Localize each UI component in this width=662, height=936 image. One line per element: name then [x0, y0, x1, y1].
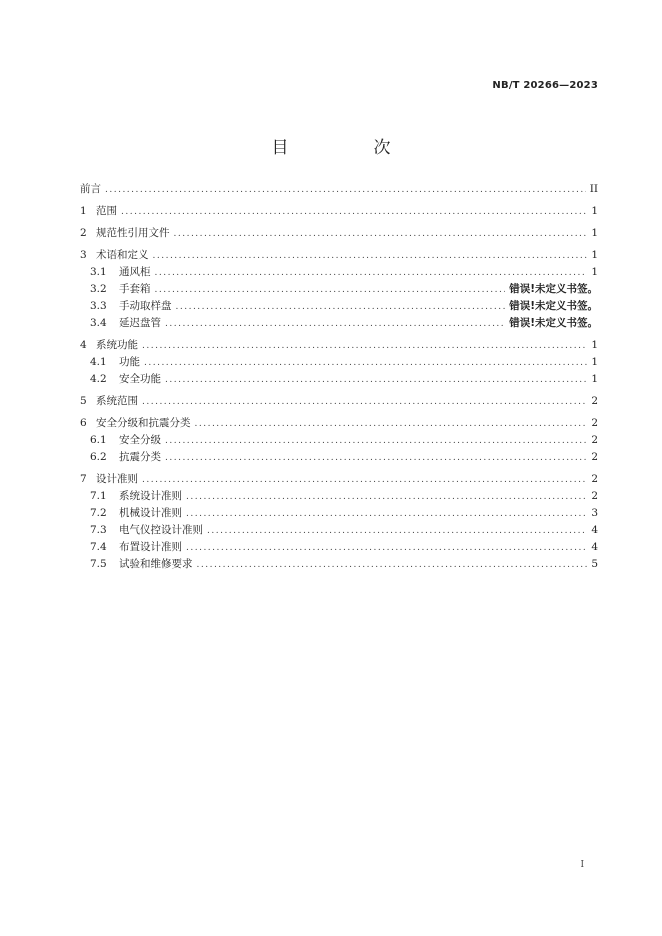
- toc-entry-number: 3.2: [90, 283, 107, 295]
- toc-entry-page: 2: [591, 417, 598, 429]
- toc-leader-dots: [142, 339, 587, 354]
- toc-entry[interactable]: [80, 265, 598, 280]
- toc-entry-label: 安全分级和抗震分类: [96, 417, 191, 429]
- toc-entry-label: 安全分级: [119, 434, 161, 446]
- toc-leader-dots: [174, 227, 588, 242]
- toc-leader-dots: [165, 434, 587, 449]
- toc-entry-page: 2: [591, 434, 598, 446]
- toc-entry[interactable]: [80, 316, 598, 331]
- toc-leader-dots: [186, 507, 587, 522]
- toc-entry-label: 功能: [119, 356, 140, 368]
- toc-entry-label: 系统范围: [96, 395, 138, 407]
- toc-entry-label: 延迟盘管: [119, 317, 161, 329]
- toc-leader-dots: [176, 300, 506, 315]
- toc-entry[interactable]: [80, 226, 598, 241]
- toc-leader-dots: [195, 417, 588, 432]
- toc-entry-label: 设计准则: [96, 473, 138, 485]
- toc-leader-dots: [186, 490, 587, 505]
- toc-leader-dots: [197, 558, 588, 573]
- toc-entry[interactable]: [80, 299, 598, 314]
- toc-entry[interactable]: [80, 489, 598, 504]
- toc-entry-number: 7.5: [90, 558, 107, 570]
- toc-entry-number: 7.3: [90, 524, 107, 536]
- toc-entry-label: 手套箱: [119, 283, 151, 295]
- toc-leader-dots: [142, 395, 587, 410]
- toc-entry-number: 5: [80, 395, 87, 407]
- toc-entry-number: 6: [80, 417, 87, 429]
- toc-entry-label: 电气仪控设计准则: [119, 524, 203, 536]
- footer-page-number: I: [580, 860, 584, 870]
- toc-leader-dots: [165, 373, 587, 388]
- toc-entry-number: 2: [80, 227, 87, 239]
- toc-leader-dots: [165, 317, 505, 332]
- toc-entry[interactable]: [80, 540, 598, 555]
- toc-entry-page: 1: [591, 205, 598, 217]
- toc-entry-number: 7.2: [90, 507, 107, 519]
- toc-leader-dots: [165, 451, 587, 466]
- toc-entry-number: 3: [80, 249, 87, 261]
- toc-entry-label: 规范性引用文件: [96, 227, 170, 239]
- toc-entry-label: 术语和定义: [96, 249, 149, 261]
- toc-entry-label: 系统设计准则: [119, 490, 182, 502]
- toc-entry[interactable]: [80, 372, 598, 387]
- toc-entry-page: 2: [591, 490, 598, 502]
- toc-entry-number: 1: [80, 205, 87, 217]
- toc-entry-number: 4: [80, 339, 87, 351]
- toc-entry[interactable]: [80, 523, 598, 538]
- toc-leader-dots: [142, 473, 587, 488]
- toc-entry[interactable]: [80, 416, 598, 431]
- toc-leader-dots: [153, 249, 588, 264]
- toc-entry-label: 通风柜: [119, 266, 151, 278]
- toc-entry-page: 1: [591, 373, 598, 385]
- toc-entry-label: 布置设计准则: [119, 541, 182, 553]
- toc-entry-page: 1: [591, 356, 598, 368]
- toc-entry-number: 3.3: [90, 300, 107, 312]
- toc-entry-number: 6.2: [90, 451, 107, 463]
- toc-entry-label: 机械设计准则: [119, 507, 182, 519]
- toc-entry-page: II: [589, 183, 598, 195]
- toc-entry-page: 4: [591, 524, 598, 536]
- toc-entry[interactable]: [80, 182, 598, 197]
- toc-entry-label: 安全功能: [119, 373, 161, 385]
- toc-entry-error-text: 错误!未定义书签。: [509, 300, 598, 312]
- toc-entry-label: 系统功能: [96, 339, 138, 351]
- toc-entry-page: 1: [591, 339, 598, 351]
- toc-entry[interactable]: [80, 557, 598, 572]
- toc-entry[interactable]: [80, 433, 598, 448]
- toc-leader-dots: [155, 266, 588, 281]
- toc-entry-page: 4: [591, 541, 598, 553]
- toc-entry-number: 7: [80, 473, 87, 485]
- toc-entry-page: 3: [591, 507, 598, 519]
- toc-entry-page: 5: [591, 558, 598, 570]
- toc-entry[interactable]: [80, 450, 598, 465]
- toc-leader-dots: [186, 541, 587, 556]
- toc-entry-page: 1: [591, 249, 598, 261]
- toc-entry-label: 前言: [80, 183, 101, 195]
- toc-entry[interactable]: [80, 472, 598, 487]
- toc-entry-error-text: 错误!未定义书签。: [509, 283, 598, 295]
- toc-leader-dots: [207, 524, 587, 539]
- toc-entry[interactable]: [80, 338, 598, 353]
- toc-entry-label: 手动取样盘: [119, 300, 172, 312]
- toc-entry-label: 范围: [96, 205, 117, 217]
- toc-entry-label: 试验和维修要求: [119, 558, 193, 570]
- toc-entry-number: 3.1: [90, 266, 107, 278]
- toc-entry-page: 1: [591, 266, 598, 278]
- toc-entry-error-text: 错误!未定义书签。: [509, 317, 598, 329]
- toc-entry-number: 7.1: [90, 490, 107, 502]
- toc-entry-page: 2: [591, 395, 598, 407]
- toc-entry[interactable]: [80, 355, 598, 370]
- page-title: 目 次: [271, 138, 425, 158]
- toc-leader-dots: [155, 283, 506, 298]
- toc-entry-page: 2: [591, 473, 598, 485]
- toc-entry-number: 4.2: [90, 373, 107, 385]
- toc-entry-number: 4.1: [90, 356, 107, 368]
- toc-entry-number: 7.4: [90, 541, 107, 553]
- toc-entry-number: 6.1: [90, 434, 107, 446]
- toc-entry-page: 1: [591, 227, 598, 239]
- toc-entry[interactable]: [80, 394, 598, 409]
- table-of-contents: [80, 182, 598, 572]
- toc-entry-page: 2: [591, 451, 598, 463]
- toc-entry[interactable]: [80, 506, 598, 521]
- toc-entry[interactable]: [80, 204, 598, 219]
- toc-leader-dots: [121, 205, 587, 220]
- toc-entry[interactable]: [80, 282, 598, 297]
- toc-leader-dots: [144, 356, 587, 371]
- toc-entry[interactable]: [80, 248, 598, 263]
- toc-leader-dots: [105, 183, 586, 198]
- toc-entry-label: 抗震分类: [119, 451, 161, 463]
- standard-code: NB/T 20266—2023: [492, 80, 598, 91]
- toc-entry-number: 3.4: [90, 317, 107, 329]
